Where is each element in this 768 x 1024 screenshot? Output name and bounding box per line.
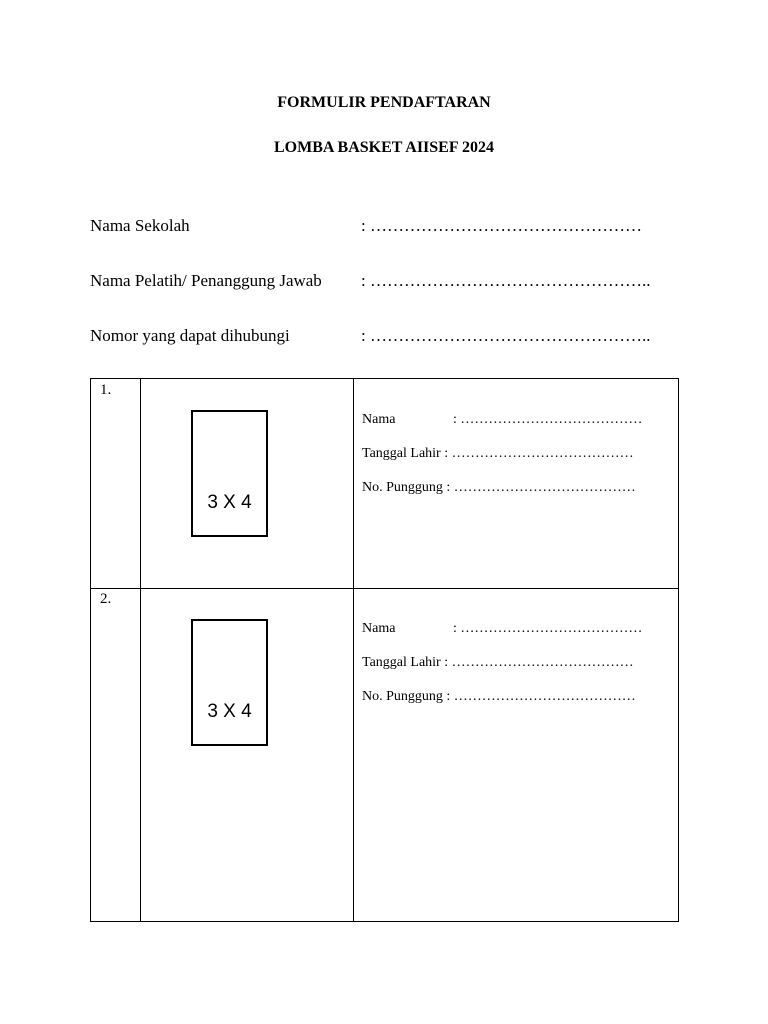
player-table	[90, 378, 679, 922]
player-name-row[interactable]	[362, 621, 642, 637]
school-name-label: Nama Sekolah	[90, 216, 190, 235]
player-dob-field[interactable]: : …………………………………	[444, 655, 634, 670]
player-number: 1.	[100, 382, 112, 398]
photo-size-label: 3 X 4	[207, 701, 252, 722]
contact-number-label: Nomor yang dapat dihubungi	[90, 326, 290, 345]
table-divider	[353, 379, 354, 921]
player-dob-field[interactable]: : …………………………………	[444, 446, 634, 461]
coach-name-field[interactable]: : …………………………………………..	[361, 271, 651, 290]
coach-name-label: Nama Pelatih/ Penanggung Jawab	[90, 271, 322, 290]
player-jersey-row[interactable]	[362, 689, 636, 705]
player-name-label: Nama	[362, 412, 396, 427]
player-name-label: Nama	[362, 621, 396, 636]
school-name-field[interactable]: : …………………………………………	[361, 216, 642, 235]
player-jersey-row[interactable]	[362, 480, 636, 496]
player-jersey-field[interactable]: : …………………………………	[446, 480, 636, 495]
contact-number-field[interactable]: : …………………………………………..	[361, 326, 651, 345]
photo-placeholder[interactable]	[191, 619, 268, 746]
form-subtitle: LOMBA BASKET AIISEF 2024	[273, 139, 495, 156]
player-dob-row[interactable]	[362, 655, 634, 671]
player-dob-row[interactable]	[362, 446, 634, 462]
form-title: FORMULIR PENDAFTARAN	[277, 94, 491, 111]
player-jersey-field[interactable]: : …………………………………	[446, 689, 636, 704]
photo-placeholder[interactable]	[191, 410, 268, 537]
player-name-field[interactable]: : …………………………………	[453, 412, 643, 427]
table-row-divider	[91, 588, 678, 589]
player-jersey-label: No. Punggung	[362, 480, 443, 495]
player-name-row[interactable]	[362, 412, 642, 428]
player-jersey-label: No. Punggung	[362, 689, 443, 704]
player-dob-label: Tanggal Lahir	[362, 655, 441, 670]
table-divider	[140, 379, 141, 921]
player-name-field[interactable]: : …………………………………	[453, 621, 643, 636]
photo-size-label: 3 X 4	[207, 492, 252, 513]
player-number: 2.	[100, 591, 112, 607]
player-dob-label: Tanggal Lahir	[362, 446, 441, 461]
